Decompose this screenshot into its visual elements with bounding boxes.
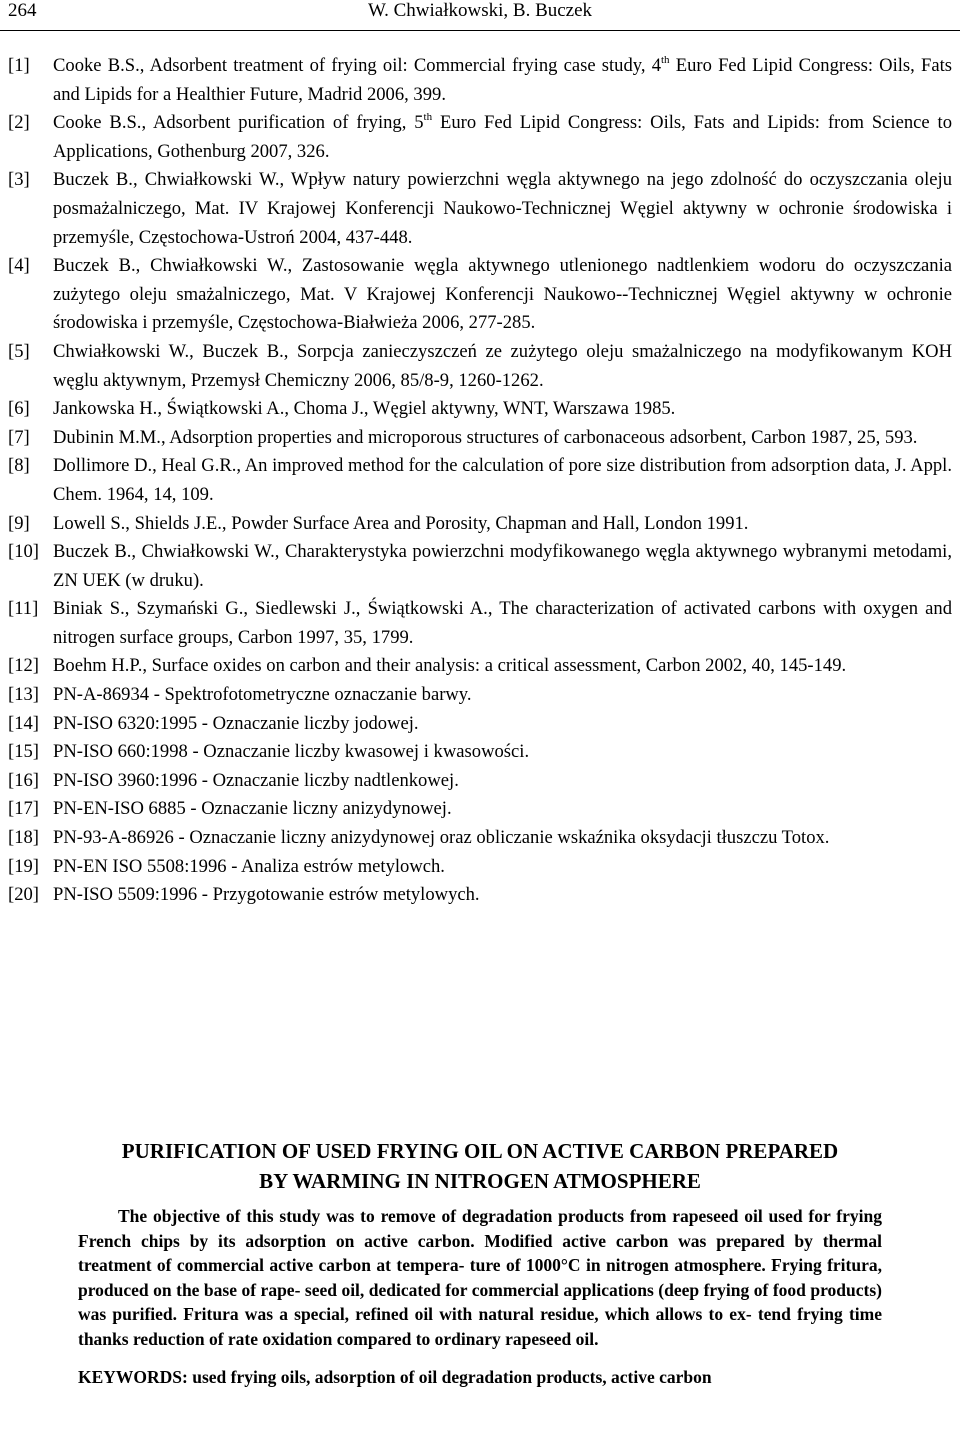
reference-text-main: PN-ISO 6320:1995 - Oznaczanie liczby jodowej. — [53, 712, 419, 734]
reference-number: [3] — [8, 169, 30, 191]
reference-item — [8, 652, 952, 681]
reference-number: [11] — [8, 598, 39, 620]
page-header — [0, 0, 960, 31]
reference-number: [14] — [8, 712, 39, 734]
reference-text-main: Chwiałkowski W., Buczek B., Sorpcja zanieczyszczeń ze zużytego oleju smażalniczego na modyfikowanym KOH węglu aktywnym, Przemysł Chemiczny 2006, 85/8-9, 1260-1262. — [53, 340, 952, 391]
reference-number: [1] — [8, 55, 30, 76]
reference-text-main: Buczek B., Chwiałkowski W., Zastosowanie węgla aktywnego utlenionego nadtlenkiem wodoru do oczyszczania zużytego oleju smażalniczego, Mat. V Krajowej Konferencji Naukowo--Technicznej Węgiel aktywny w ochronie środowiska i przemyśle, Częstochowa-Białwieża 2006, 277-285. — [53, 255, 952, 334]
reference-text — [53, 853, 952, 882]
keywords-line: KEYWORDS: used frying oils, adsorption of oil degradation products, active carbon — [78, 1367, 712, 1387]
reference-item — [8, 52, 952, 109]
reference-item — [8, 767, 952, 796]
reference-item — [8, 824, 952, 853]
reference-text-main: Lowell S., Shields J.E., Powder Surface Area and Porosity, Chapman and Hall, London 1991. — [53, 512, 749, 534]
reference-item — [8, 538, 952, 595]
reference-item — [8, 166, 952, 252]
reference-text — [53, 338, 952, 395]
english-summary — [0, 1136, 960, 1389]
reference-item — [8, 452, 952, 509]
reference-number: [8] — [8, 455, 30, 477]
reference-number: [17] — [8, 798, 39, 820]
reference-text — [53, 395, 952, 424]
reference-text-main: PN-EN-ISO 6885 - Oznaczanie liczny anizydynowej. — [53, 798, 452, 820]
reference-text-main: Buczek B., Chwiałkowski W., Charakterystyka powierzchni modyfikowanego węgla aktywnego wybranymi metodami, ZN UEK (w druku). — [53, 541, 952, 591]
reference-text — [53, 652, 952, 681]
reference-text-main: PN-A-86934 - Spektrofotometryczne oznaczanie barwy. — [53, 684, 472, 706]
reference-text — [53, 452, 952, 509]
reference-number: [15] — [8, 741, 39, 763]
reference-text-rest: Euro Fed Lipid Congress: Oils, Fats and Lipids: from Science to Applications, Gothenburg 2007, 326. — [53, 112, 952, 162]
reference-number: [19] — [8, 855, 39, 877]
reference-text-main: Dollimore D., Heal G.R., An improved method for the calculation of pore size distribution from adsorption data, J. Appl. Chem. 1964, 14, 109. — [53, 455, 952, 505]
reference-text — [53, 424, 952, 453]
page-number: 264 — [8, 0, 37, 21]
reference-text — [53, 795, 952, 824]
reference-text-main: Dubinin M.M., Adsorption properties and microporous structures of carbonaceous adsorbent, Carbon 1987, 25, 593. — [53, 426, 918, 448]
reference-text-main: Buczek B., Chwiałkowski W., Wpływ natury powierzchni węgla aktywnego na jego zdolność do oczyszczania oleju posmażalniczego, Mat. IV Krajowej Konferencji Naukowo-Technicznej Węgiel aktywny w ochronie środowiska i przemyśle, Częstochowa-Ustroń 2004, 437-448. — [53, 169, 952, 248]
reference-text — [53, 595, 952, 652]
reference-text-main: Cooke B.S., Adsorbent purification of frying, 5 — [53, 112, 424, 134]
reference-list — [8, 52, 952, 910]
reference-number: [7] — [8, 426, 30, 448]
summary-title — [0, 1136, 960, 1196]
reference-number: [4] — [8, 255, 30, 277]
reference-number: [2] — [8, 112, 30, 134]
reference-text — [53, 538, 952, 595]
reference-text-main: Boehm H.P., Surface oxides on carbon and their analysis: a critical assessment, Carbon 2002, 40, 145-149. — [53, 655, 847, 677]
reference-number: [13] — [8, 684, 39, 706]
reference-number: [20] — [8, 884, 39, 906]
reference-text — [53, 681, 952, 710]
summary-title-line-1: PURIFICATION OF USED FRYING OIL ON ACTIVE CARBON PREPARED — [121, 1139, 839, 1163]
reference-item — [8, 853, 952, 882]
reference-number: [6] — [8, 398, 30, 420]
reference-item — [8, 710, 952, 739]
reference-text-main: Biniak S., Szymański G., Siedlewski J., Świątkowski A., The characterization of activated carbons with oxygen and nitrogen surface groups, Carbon 1997, 35, 1799. — [53, 598, 952, 648]
reference-item — [8, 595, 952, 652]
abstract-paragraph: The objective of this study was to remove of degradation products from rapeseed oil used for frying French chips by its adsorption on active carbon. Modified active carbon was prepared by thermal treatment of commercial active carbon at tempera- ture of 1000°C in nitrogen atmosphere. Frying fritura, produced on the base of rape- seed oil, dedicated for commercial applications (deep frying of food products) was purified. Fritura was a special, refined oil with natural residue, which allows to ex- tend frying time thanks reduction of rate oxidation compared to ordinary rapeseed oil. — [78, 1206, 882, 1349]
reference-item — [8, 109, 952, 166]
reference-text — [53, 738, 952, 767]
reference-item — [8, 738, 952, 767]
reference-number: [9] — [8, 512, 30, 534]
reference-item — [8, 424, 952, 453]
reference-item — [8, 395, 952, 424]
reference-text-main: PN-93-A-86926 - Oznaczanie liczny anizydynowej oraz obliczanie wskaźnika oksydacji tłuszczu Totox. — [53, 827, 830, 849]
summary-title-line-2: BY WARMING IN NITROGEN ATMOSPHERE — [259, 1169, 701, 1193]
reference-item — [8, 510, 952, 539]
reference-text-main: PN-ISO 5509:1996 - Przygotowanie estrów metylowych. — [53, 884, 480, 906]
reference-text — [53, 109, 952, 166]
reference-text-main: Jankowska H., Świątkowski A., Choma J., Węgiel aktywny, WNT, Warszawa 1985. — [53, 398, 676, 420]
ordinal-superscript: th — [661, 54, 670, 66]
reference-number: [16] — [8, 769, 39, 791]
reference-item — [8, 795, 952, 824]
reference-text — [53, 824, 952, 853]
reference-text — [53, 767, 952, 796]
reference-text — [53, 52, 952, 109]
ordinal-superscript: th — [423, 111, 433, 124]
reference-text — [53, 252, 952, 338]
reference-text-main: PN-ISO 660:1998 - Oznaczanie liczby kwasowej i kwasowości. — [53, 741, 530, 763]
reference-item — [8, 338, 952, 395]
reference-text — [53, 510, 952, 539]
reference-number: [12] — [8, 655, 39, 677]
reference-text-rest: Euro Fed Lipid Congress: Oils, Fats and Lipids for a Healthier Future, Madrid 2006, 399. — [53, 55, 952, 105]
reference-number: [18] — [8, 827, 39, 849]
reference-item — [8, 681, 952, 710]
reference-item — [8, 252, 952, 338]
reference-text — [53, 710, 952, 739]
reference-text-main: PN-EN ISO 5508:1996 - Analiza estrów metylowch. — [53, 855, 445, 877]
reference-text-main: PN-ISO 3960:1996 - Oznaczanie liczby nadtlenkowej. — [53, 769, 459, 791]
reference-number: [10] — [8, 541, 39, 563]
reference-number: [5] — [8, 340, 30, 362]
reference-text — [53, 881, 952, 910]
running-head: W. Chwiałkowski, B. Buczek — [367, 0, 593, 21]
reference-item — [8, 881, 952, 910]
reference-text — [53, 166, 952, 252]
reference-text-main: Cooke B.S., Adsorbent treatment of frying oil: Commercial frying case study, 4 — [53, 55, 661, 76]
